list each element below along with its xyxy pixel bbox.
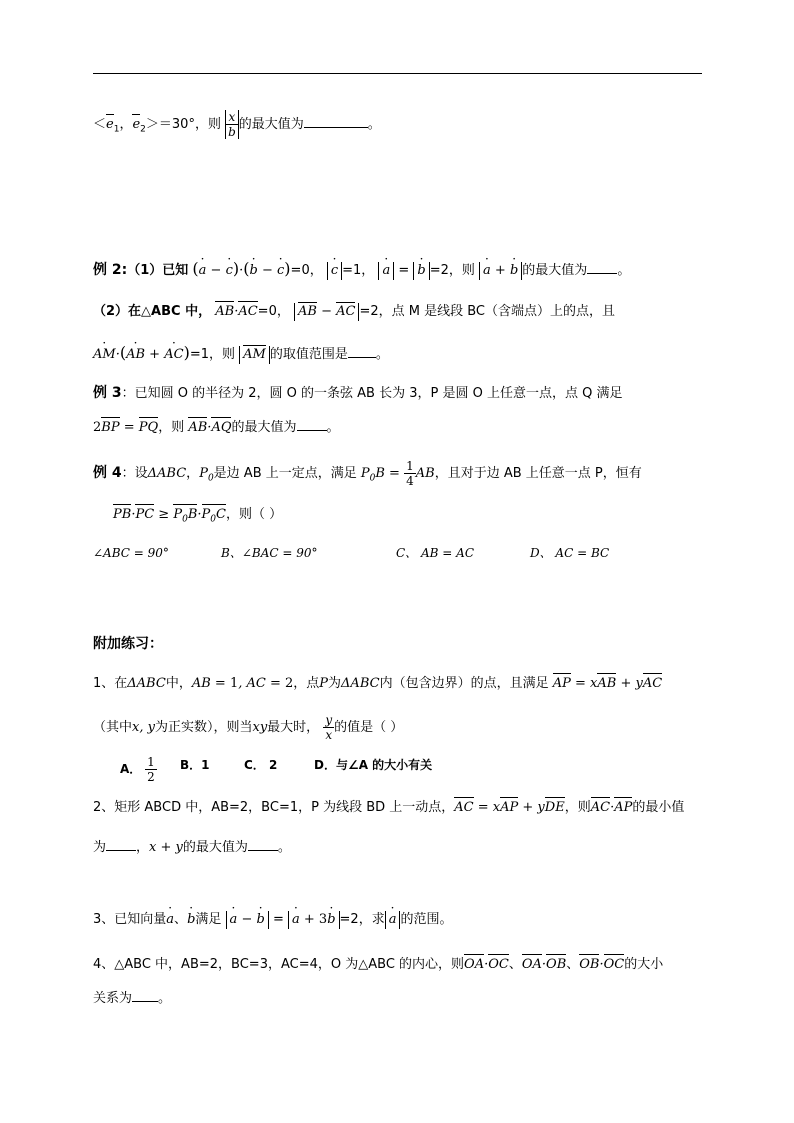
answer-blank[interactable] — [304, 115, 368, 128]
answer-blank[interactable] — [348, 345, 376, 358]
example-4-options — [93, 543, 610, 563]
option-a[interactable]: A． $\frac{1}{2}$ — [120, 755, 155, 784]
option-b[interactable]: B．1 — [180, 758, 210, 772]
option-d[interactable]: D．与∠A 的大小有关 — [314, 758, 433, 772]
example-2-part-2-cont: · AM·(· AB + · AC)=1，则 AM 的取值范围是 。 — [93, 343, 389, 365]
example-2-part-1: 例 2:（1）已知 (· a − · c)·(· b − · c)=0， · c =1， · a = · b =2，则 · a + · b 的最大值为 。 — [93, 259, 630, 281]
option-a[interactable]: ∠ABC = 90° — [93, 546, 169, 560]
question-3: 3、已知向量· a、· b满足 · a − · b = · a + 3· b =2，求· a 的范围。 — [93, 910, 452, 930]
example-3: 例 3：已知圆 O 的半径为 2，圆 O 的一条弦 AB 长为 3，P 是圆 O 上任意一点，点 Q 满足 — [93, 385, 623, 401]
example-2-part-2: （2）在△ABC 中， AB·AC=0， AB − AC =2，点 M 是线段 BC（含端点）上的点，且 — [93, 302, 615, 322]
answer-blank[interactable] — [297, 418, 327, 431]
answer-blank[interactable] — [132, 989, 158, 1002]
answer-blank[interactable] — [106, 838, 136, 851]
answer-blank[interactable] — [248, 838, 278, 851]
option-b[interactable]: B、∠BAC = 90° — [221, 546, 318, 560]
intro-line: $<e_1$，$e_2>=30^\circ$，则 $\frac{x}{b}$ 的最大值为 。 — [93, 110, 381, 139]
option-c[interactable]: C、 AB = AC — [396, 546, 475, 560]
example-4-cont: $PB\cdot PC \ge P_0B\cdot P_0C$，则（ ） — [113, 505, 282, 530]
option-d[interactable]: D、 AC = BC — [530, 546, 610, 560]
x-over-b-fraction: $\frac{x}{b}$ — [225, 110, 239, 139]
dot-product-expression: (· a − · c)·(· b − · c) — [192, 263, 290, 278]
answer-blank[interactable] — [587, 261, 617, 274]
question-1-cont: （其中x, y为正实数），则当xy最大时， $\frac{y}{x}$ 的值是（ ） — [93, 713, 404, 742]
question-2: 2、矩形 ABCD 中，AB=2，BC=1，P 为线段 BD 上一动点，AC = xAP + yDE，则AC·AP的最小值 — [93, 798, 684, 818]
header-rule — [93, 73, 702, 74]
example-3-cont: 2BP = PQ，则 AB·AQ的最大值为 。 — [93, 418, 340, 438]
example-4: 例 4：设ΔABC，$P_0$是边 AB 上一定点，满足 $P_0B$ = $\frac{1}{4}$ AB，且对于边 AB 上任意一点 P，恒有 — [93, 459, 642, 488]
question-1: 1、在ΔABC中，AB = 1, AC = 2，点P为ΔABC内（包含边界）的点，且满足 AP = xAB + yAC — [93, 674, 662, 694]
extra-exercises-title: 附加练习： — [93, 636, 163, 652]
question-2-cont: 为 ，x + y的最大值为 。 — [93, 840, 291, 855]
question-4-cont: 关系为 。 — [93, 991, 172, 1006]
question-4: 4、△ABC 中，AB=2，BC=3，AC=4，O 为△ABC 的内心，则OA·OC、OA·OB、OB·OC的大小 — [93, 955, 663, 975]
option-c[interactable]: C． 2 — [244, 758, 278, 772]
question-1-options — [120, 755, 433, 784]
